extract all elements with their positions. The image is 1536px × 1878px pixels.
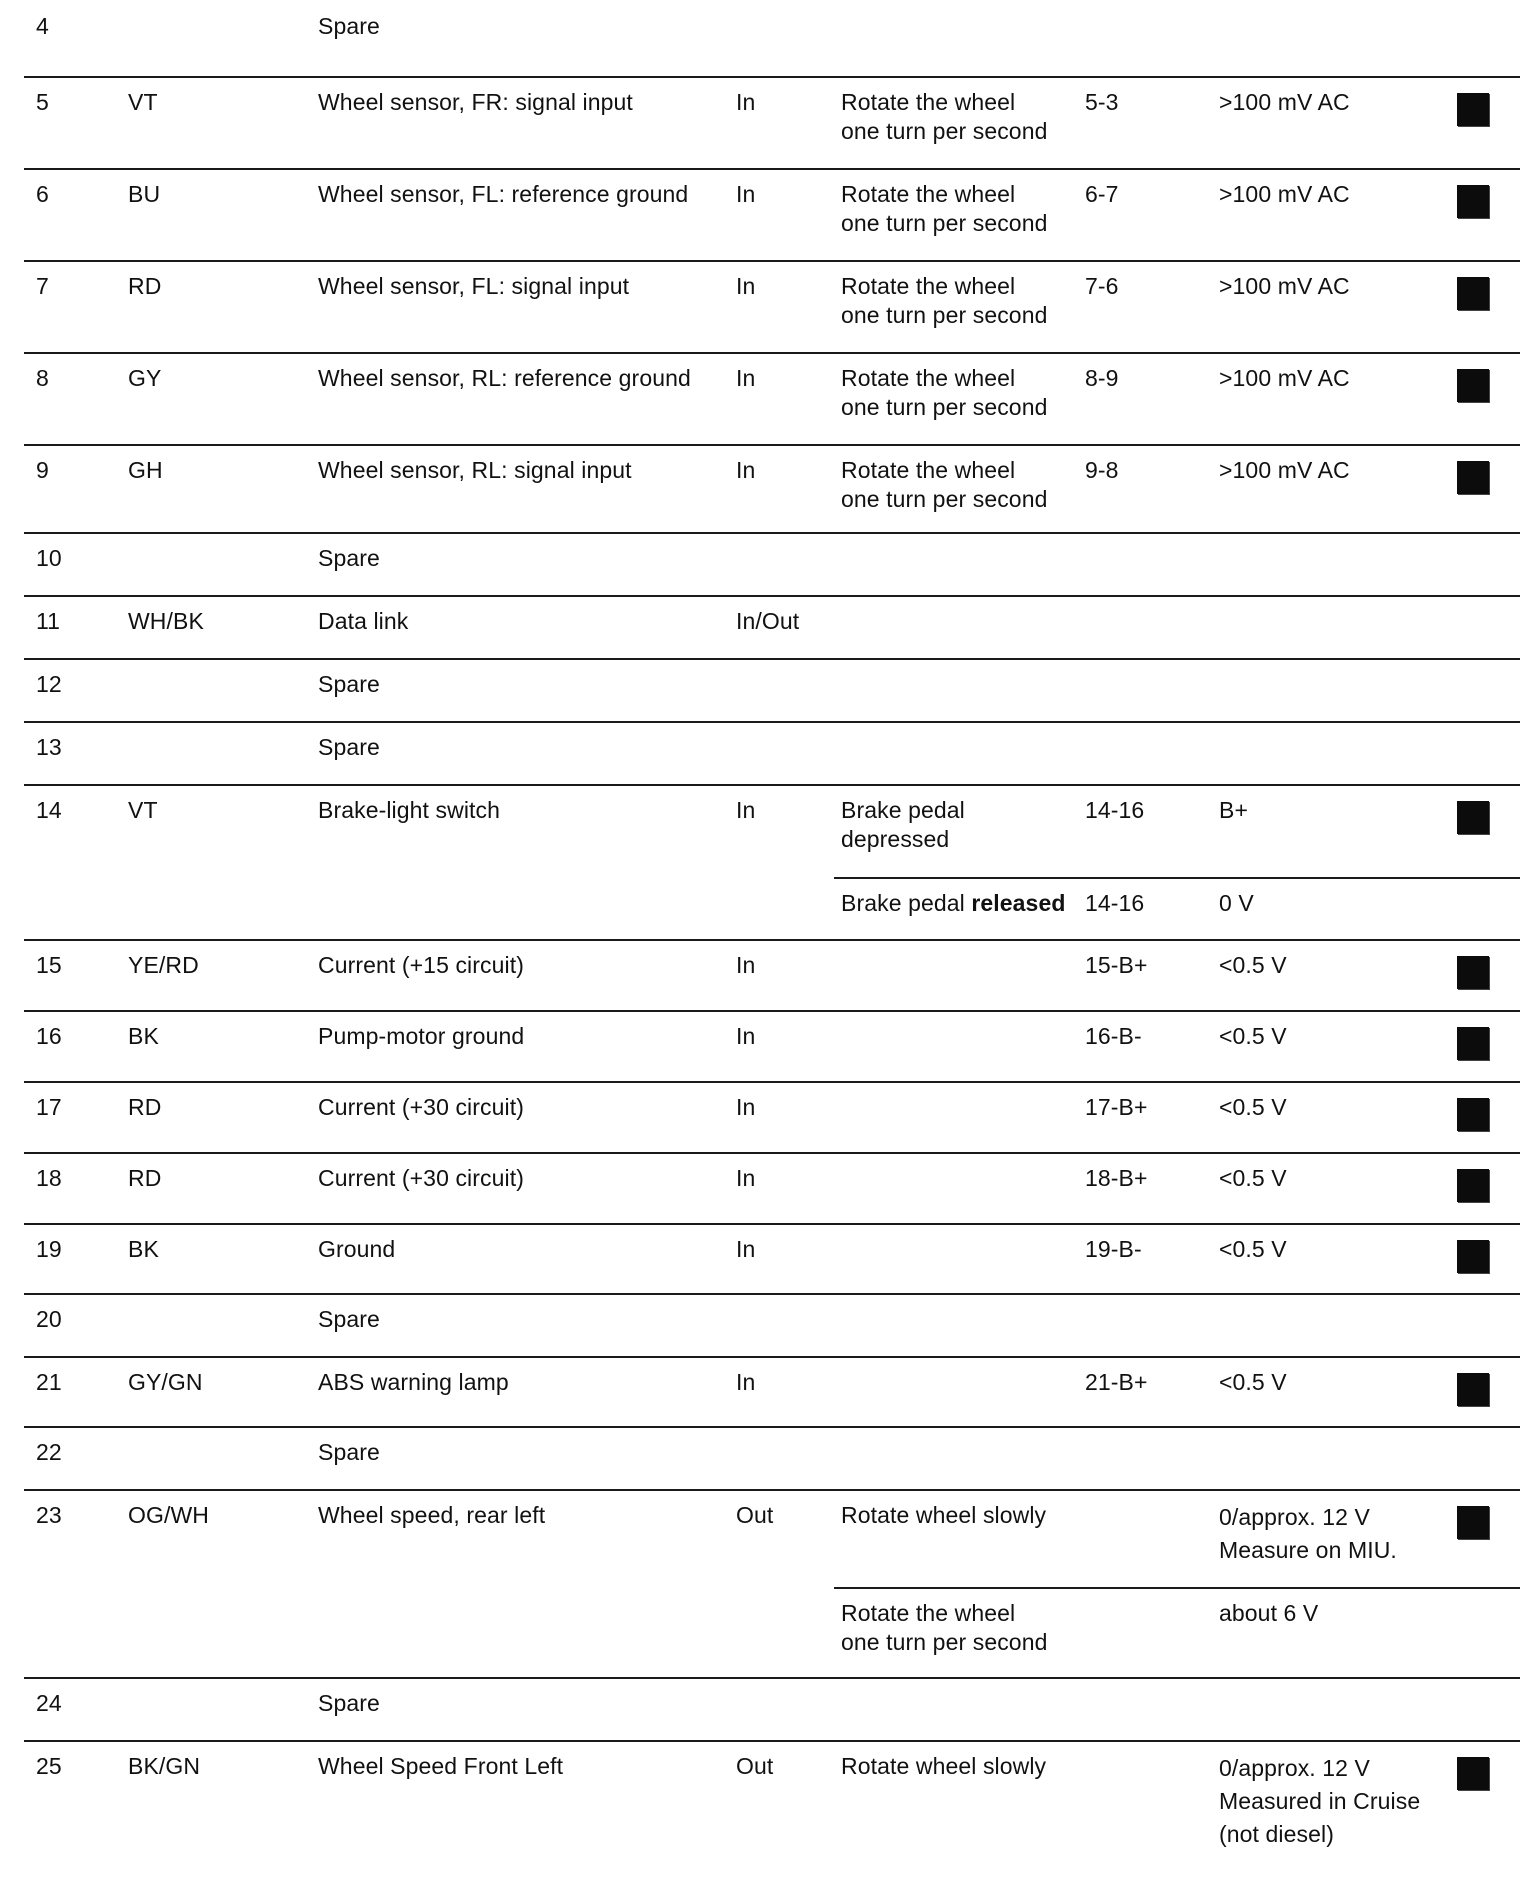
pin-number: 19 (36, 1236, 62, 1262)
expected-value: >100 mV AC (1219, 457, 1350, 483)
row-divider (24, 1223, 1520, 1225)
signal-description: Spare (318, 545, 380, 571)
row-divider (24, 939, 1520, 941)
wire-color: YE/RD (128, 952, 199, 978)
signal-direction: In (736, 273, 756, 299)
pin-number: 4 (36, 13, 49, 39)
signal-direction: Out (736, 1753, 774, 1779)
signal-description: Current (+30 circuit) (318, 1094, 524, 1120)
meter-icon (1457, 1506, 1489, 1539)
wire-color: GH (128, 457, 163, 483)
signal-description: Wheel speed, rear left (318, 1502, 546, 1528)
test-divider (834, 877, 1520, 879)
signal-description: Wheel sensor, FR: signal input (318, 89, 633, 115)
expected-value: 0 V (1219, 890, 1254, 916)
row-divider (24, 1356, 1520, 1358)
test-condition: Rotate the wheel one turn per second (841, 457, 1048, 512)
meter-icon (1457, 277, 1489, 310)
expected-value: 0/approx. 12 V Measure on MIU. (1219, 1504, 1397, 1563)
expected-value: >100 mV AC (1219, 181, 1350, 207)
test-condition: Rotate the wheel one turn per second (841, 181, 1048, 236)
row-divider (24, 1293, 1520, 1295)
row-divider (24, 721, 1520, 723)
pin-number: 12 (36, 671, 62, 697)
measure-pins: 14-16 (1085, 797, 1145, 823)
wire-color: BK (128, 1023, 159, 1049)
measure-pins: 17-B+ (1085, 1094, 1148, 1120)
pin-number: 15 (36, 952, 62, 978)
meter-icon (1457, 1098, 1489, 1131)
measure-pins: 18-B+ (1085, 1165, 1148, 1191)
expected-value: about 6 V (1219, 1600, 1319, 1626)
test-condition: Rotate wheel slowly (841, 1502, 1047, 1528)
signal-direction: Out (736, 1502, 774, 1528)
signal-direction: In (736, 1369, 756, 1395)
expected-value: B+ (1219, 797, 1248, 823)
row-divider (24, 532, 1520, 534)
wire-color: RD (128, 1094, 162, 1120)
test-condition: Rotate the wheel one turn per second (841, 1600, 1048, 1655)
pin-number: 7 (36, 273, 49, 299)
signal-direction: In (736, 1165, 756, 1191)
signal-direction: In (736, 1236, 756, 1262)
pin-number: 5 (36, 89, 49, 115)
row-divider (24, 1152, 1520, 1154)
pin-number: 13 (36, 734, 62, 760)
test-condition: Brake pedal depressed (841, 797, 965, 852)
signal-description: Wheel sensor, RL: reference ground (318, 365, 691, 391)
signal-description: Spare (318, 1690, 380, 1716)
signal-description: Brake-light switch (318, 797, 501, 823)
meter-icon (1457, 185, 1489, 218)
measure-pins: 8-9 (1085, 365, 1119, 391)
measure-pins: 19-B- (1085, 1236, 1142, 1262)
wire-color: VT (128, 89, 158, 115)
wire-color: RD (128, 1165, 162, 1191)
expected-value: <0.5 V (1219, 1236, 1287, 1262)
signal-description: Spare (318, 734, 380, 760)
wire-color: BK (128, 1236, 159, 1262)
test-condition: Brake pedal released (841, 890, 1066, 916)
signal-description: Spare (318, 13, 380, 39)
expected-value: <0.5 V (1219, 1369, 1287, 1395)
signal-direction: In (736, 365, 756, 391)
pin-number: 23 (36, 1502, 62, 1528)
expected-value: 0/approx. 12 V Measured in Cruise (not diesel) (1219, 1755, 1421, 1847)
pin-number: 9 (36, 457, 49, 483)
measure-pins: 7-6 (1085, 273, 1119, 299)
meter-icon (1457, 461, 1489, 494)
signal-direction: In (736, 181, 756, 207)
signal-description: ABS warning lamp (318, 1369, 509, 1395)
row-divider (24, 260, 1520, 262)
signal-description: Wheel Speed Front Left (318, 1753, 564, 1779)
measure-pins: 21-B+ (1085, 1369, 1148, 1395)
row-divider (24, 1010, 1520, 1012)
wire-color: GY/GN (128, 1369, 203, 1395)
row-divider (24, 76, 1520, 78)
pin-number: 18 (36, 1165, 62, 1191)
expected-value: >100 mV AC (1219, 365, 1350, 391)
wire-color: WH/BK (128, 608, 204, 634)
signal-description: Ground (318, 1236, 396, 1262)
test-condition: Rotate wheel slowly (841, 1753, 1047, 1779)
pin-number: 24 (36, 1690, 62, 1716)
test-condition: Rotate the wheel one turn per second (841, 365, 1048, 420)
test-condition: Rotate the wheel one turn per second (841, 273, 1048, 328)
signal-direction: In (736, 1023, 756, 1049)
signal-description: Wheel sensor, FL: signal input (318, 273, 630, 299)
wire-color: BU (128, 181, 161, 207)
wire-color: RD (128, 273, 162, 299)
row-divider (24, 1489, 1520, 1491)
pin-number: 21 (36, 1369, 62, 1395)
signal-description: Current (+30 circuit) (318, 1165, 524, 1191)
wire-color: OG/WH (128, 1502, 209, 1528)
meter-icon (1457, 369, 1489, 402)
expected-value: >100 mV AC (1219, 89, 1350, 115)
measure-pins: 15-B+ (1085, 952, 1148, 978)
wire-color: BK/GN (128, 1753, 201, 1779)
pin-number: 10 (36, 545, 62, 571)
row-divider (24, 1740, 1520, 1742)
measure-pins: 14-16 (1085, 890, 1145, 916)
row-divider (24, 1426, 1520, 1428)
pin-number: 20 (36, 1306, 62, 1332)
signal-description: Spare (318, 671, 380, 697)
signal-description: Current (+15 circuit) (318, 952, 524, 978)
measure-pins: 16-B- (1085, 1023, 1142, 1049)
pin-number: 6 (36, 181, 49, 207)
signal-description: Wheel sensor, FL: reference ground (318, 181, 689, 207)
expected-value: <0.5 V (1219, 1023, 1287, 1049)
expected-value: <0.5 V (1219, 1094, 1287, 1120)
meter-icon (1457, 1757, 1489, 1790)
meter-icon (1457, 1169, 1489, 1202)
meter-icon (1457, 1240, 1489, 1273)
row-divider (24, 168, 1520, 170)
measure-pins: 6-7 (1085, 181, 1119, 207)
row-divider (24, 352, 1520, 354)
signal-direction: In (736, 89, 756, 115)
expected-value: <0.5 V (1219, 1165, 1287, 1191)
signal-direction: In/Out (736, 608, 800, 634)
signal-description: Spare (318, 1306, 380, 1332)
signal-description: Spare (318, 1439, 380, 1465)
signal-description: Data link (318, 608, 409, 634)
signal-description: Wheel sensor, RL: signal input (318, 457, 632, 483)
test-condition: Rotate the wheel one turn per second (841, 89, 1048, 144)
pin-number: 11 (36, 608, 61, 634)
test-divider (834, 1587, 1520, 1589)
meter-icon (1457, 801, 1489, 834)
pin-number: 16 (36, 1023, 62, 1049)
pin-number: 8 (36, 365, 49, 391)
pin-number: 17 (36, 1094, 62, 1120)
row-divider (24, 784, 1520, 786)
measure-pins: 5-3 (1085, 89, 1119, 115)
signal-direction: In (736, 797, 756, 823)
signal-direction: In (736, 457, 756, 483)
pin-number: 25 (36, 1753, 62, 1779)
pin-number: 22 (36, 1439, 62, 1465)
row-divider (24, 595, 1520, 597)
pin-number: 14 (36, 797, 62, 823)
row-divider (24, 444, 1520, 446)
signal-direction: In (736, 952, 756, 978)
expected-value: >100 mV AC (1219, 273, 1350, 299)
expected-value: <0.5 V (1219, 952, 1287, 978)
wire-color: GY (128, 365, 162, 391)
meter-icon (1457, 1373, 1489, 1406)
measure-pins: 9-8 (1085, 457, 1119, 483)
meter-icon (1457, 1027, 1489, 1060)
signal-description: Pump-motor ground (318, 1023, 525, 1049)
row-divider (24, 1081, 1520, 1083)
row-divider (24, 1677, 1520, 1679)
row-divider (24, 658, 1520, 660)
meter-icon (1457, 956, 1489, 989)
signal-direction: In (736, 1094, 756, 1120)
meter-icon (1457, 93, 1489, 126)
wire-color: VT (128, 797, 158, 823)
